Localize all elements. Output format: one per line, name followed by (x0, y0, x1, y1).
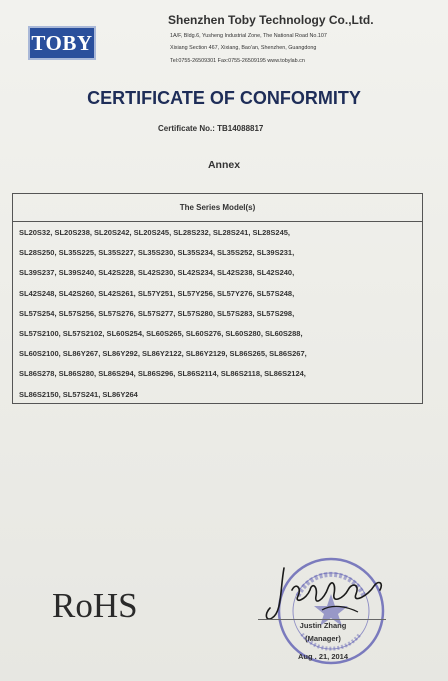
model-line: SL28S250, SL35S225, SL35S227, SL35S230, SL35S234, SL35S252, SL39S231, (19, 248, 295, 258)
company-logo: TOBY (28, 26, 96, 60)
annex-heading: Annex (207, 159, 241, 171)
model-line: SL60S2100, SL86Y267, SL86Y292, SL86Y2122, SL86Y2129, SL86S265, SL86S267, (19, 349, 307, 359)
company-name: Shenzhen Toby Technology Co.,Ltd. (168, 13, 374, 27)
model-line: SL20S32, SL20S238, SL20S242, SL20S245, SL28S232, SL28S241, SL28S245, (19, 228, 291, 237)
model-line: SL39S237, SL39S240, SL42S228, SL42S230, SL42S234, SL42S238, SL42S240, (19, 268, 295, 278)
model-line: SL42S248, SL42S260, SL42S261, SL57Y251, SL57Y256, SL57Y276, SL57S248, (19, 288, 295, 298)
signer-role: (Manager) (305, 634, 341, 643)
rohs-mark: RoHS (52, 586, 138, 625)
certificate-title: CERTIFICATE OF CONFORMITY (87, 88, 361, 108)
model-line: SL57S254, SL57S256, SL57S276, SL57S277, SL57S280, SL57S283, SL57S298, (19, 308, 295, 318)
model-line: SL57S2100, SL57S2102, SL60S254, SL60S265, SL60S276, SL60S280, SL60S288, (19, 328, 303, 338)
address-line-1: 1A/F, Bldg.6, Yusheng Industrial Zone, The National Road No.107 (170, 33, 327, 39)
signer-name: Justin Zhang (299, 621, 347, 630)
issue-date: Aug . 21, 2014 (297, 652, 349, 661)
contact-line: Tel:0755-26509301 Fax:0755-26509195 www.tobylab.cn (170, 58, 305, 64)
model-line: SL86S278, SL86S280, SL86S294, SL86S296, SL86S2114, SL86S2118, SL86S2124, (19, 369, 306, 379)
address-line-2: Xixiang Section 467, Xixiang, Bao'an, Shenzhen, Guangdong (170, 45, 317, 51)
model-line: SL86S2150, SL57S241, SL86Y264 (19, 389, 138, 399)
series-model-list (13, 222, 422, 409)
series-model-table (12, 193, 423, 404)
series-model-heading: The Series Model(s) (13, 194, 422, 222)
certificate-number: Certificate No.: TB14088817 (158, 124, 264, 133)
signature-line (258, 619, 386, 620)
